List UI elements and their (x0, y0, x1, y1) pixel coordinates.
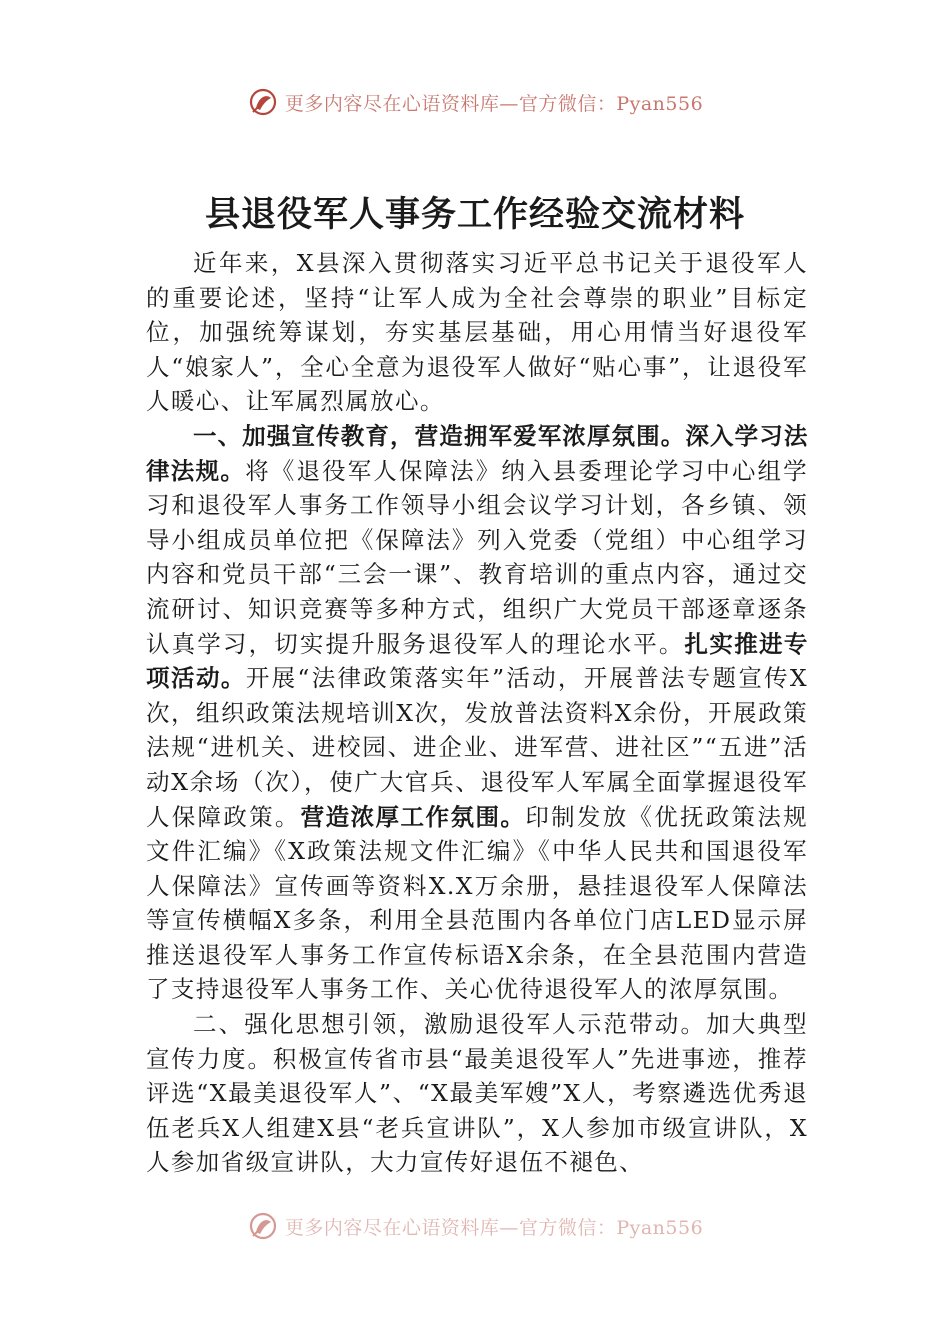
watermark-banner-top (0, 84, 950, 120)
publisher-logo-icon (247, 1210, 279, 1242)
subsection-heading: 扎实推进专项活动。 (146, 629, 809, 693)
document-body (146, 246, 808, 1180)
watermark-banner-bottom (0, 1208, 950, 1244)
publisher-logo-icon (247, 86, 279, 118)
paragraph-text: 将《退役军人保障法》纳入县委理论学习中心组学习和退役军人事务工作领导小组会议学习计划，各乡镇、领导小组成员单位把《保障法》列入党委（党组）中心组学习内容和党员干部“三会一课”、教育培训的重点内容，通过交流研讨、知识竞赛等多种方式，组织广大党员干部逐章逐条认真学习，切实提升服务退役军人的理论水平。 (146, 456, 808, 658)
paragraph-text: 近年来，X县深入贯彻落实习近平总书记关于退役军人的重要论述，坚持“让军人成为全社会尊崇的职业”目标定位，加强统筹谋划，夯实基层基础，用心用情当好退役军人“娘家人”，全心全意为退役军人做好“贴心事”，让退役军人暖心、让军属烈属放心。 (146, 249, 808, 416)
section-heading: 一、加强宣传教育，营造拥军爱军浓厚氛围。深入学习法律法规。 (146, 421, 808, 485)
paragraph-intro (146, 246, 808, 419)
paragraph-text: 二、强化思想引领，激励退役军人示范带动。加大典型宣传力度。积极宣传省市县“最美退役军人”先进事迹，推荐评选“X最美退役军人”、“X最美军嫂”X人，考察遴选优秀退伍老兵X人组建X县“老兵宣讲队”，X人参加市级宣讲队，X人参加省级宣讲队，大力宣传好退伍不褪色、 (146, 1010, 808, 1177)
paragraph-section-1 (146, 419, 808, 1007)
subsection-heading: 营造浓厚工作氛围。 (300, 802, 526, 831)
paragraph-section-2 (146, 1007, 808, 1180)
document-title: 县退役军人事务工作经验交流材料 (204, 194, 745, 235)
paragraph-text: 开展“法律政策落实年”活动，开展普法专题宣传X次，组织政策法规培训X次，发放普法资料X余份，开展政策法规“进机关、进校园、进企业、进军营、进社区”“五进”活动X余场（次），使广大官兵、退役军人军属全面掌握退役军人保障政策。 (146, 664, 808, 831)
watermark-text: 更多内容尽在心语资料库—官方微信：Pyan556 (284, 1216, 704, 1239)
watermark-text: 更多内容尽在心语资料库—官方微信：Pyan556 (284, 92, 704, 115)
paragraph-text: 印制发放《优抚政策法规文件汇编》《X政策法规文件汇编》《中华人民共和国退役军人保障法》宣传画等资料X.X万余册，悬挂退役军人保障法等宣传横幅X多条，利用全县范围内各单位门店LED显示屏推送退役军人事务工作宣传标语X余条，在全县范围内营造了支持退役军人事务工作、关心优待退役军人的浓厚氛围。 (146, 802, 809, 1004)
